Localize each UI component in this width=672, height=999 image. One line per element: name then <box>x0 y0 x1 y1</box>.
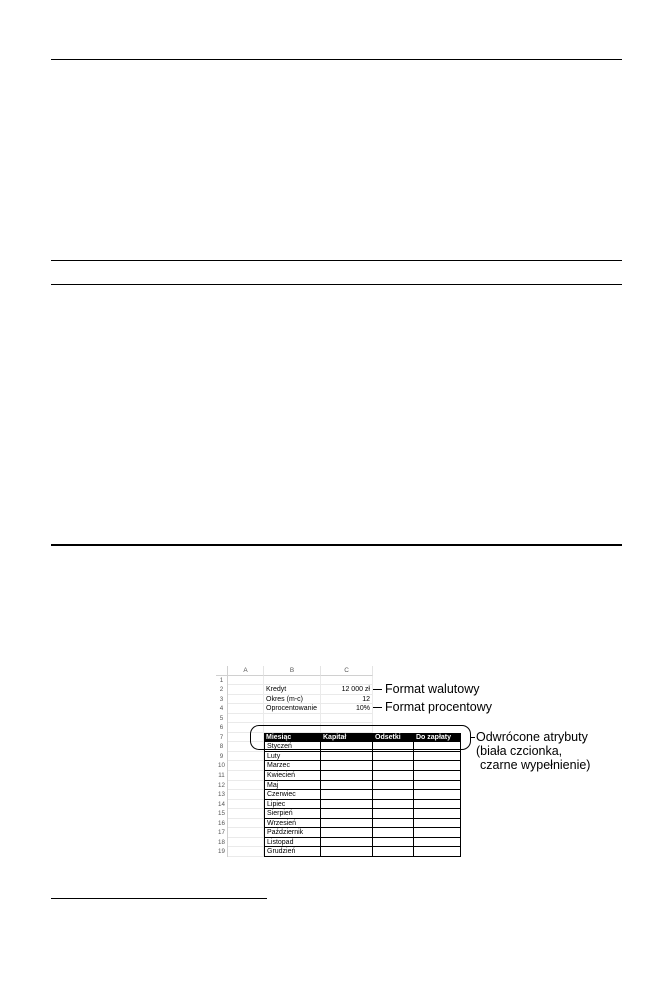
month-cell: Lipiec <box>264 800 321 810</box>
cell-a <box>228 800 264 810</box>
cell-c <box>321 714 373 724</box>
capital-cell <box>321 781 373 791</box>
capital-cell <box>321 752 373 762</box>
cell-a <box>228 847 264 857</box>
month-cell: Listopad <box>264 838 321 848</box>
interest-cell <box>373 819 414 829</box>
row-number: 8 <box>216 742 228 752</box>
payment-cell <box>414 809 461 819</box>
cell-a <box>228 781 264 791</box>
interest-cell <box>373 771 414 781</box>
cell-b <box>264 676 321 686</box>
section-rule-3 <box>51 544 622 546</box>
table-header-capital: Kapitał <box>321 733 373 743</box>
param-label: Okres (m-c) <box>264 695 321 705</box>
inverted-leader <box>470 737 475 738</box>
payment-cell <box>414 800 461 810</box>
column-header-a: A <box>228 666 264 676</box>
interest-cell <box>373 761 414 771</box>
top-rule <box>51 59 622 60</box>
column-header-c: C <box>321 666 373 676</box>
header-blank <box>414 666 461 676</box>
cell-a <box>228 685 264 695</box>
row-number: 13 <box>216 790 228 800</box>
row-number: 6 <box>216 723 228 733</box>
payment-cell <box>414 828 461 838</box>
interest-cell <box>373 781 414 791</box>
row-number: 10 <box>216 761 228 771</box>
column-header-b: B <box>264 666 321 676</box>
percent-leader <box>373 707 382 708</box>
param-label: Oprocentowanie <box>264 704 321 714</box>
capital-cell <box>321 838 373 848</box>
row-number: 4 <box>216 704 228 714</box>
row-number: 3 <box>216 695 228 705</box>
footnote-rule <box>51 898 267 899</box>
payment-cell <box>414 790 461 800</box>
cell-a <box>228 752 264 762</box>
payment-cell <box>414 819 461 829</box>
currency-annotation: Format walutowy <box>385 682 480 696</box>
payment-cell <box>414 781 461 791</box>
row-number: 15 <box>216 809 228 819</box>
row-number: 2 <box>216 685 228 695</box>
month-cell: Czerwiec <box>264 790 321 800</box>
inverted-annotation-line1: Odwrócone atrybuty <box>476 730 588 744</box>
cell-a <box>228 819 264 829</box>
cell-a <box>228 838 264 848</box>
percent-annotation: Format procentowy <box>385 700 492 714</box>
row-number: 14 <box>216 800 228 810</box>
inverted-annotation-line3: czarne wypełnienie) <box>480 758 591 772</box>
param-value: 10% <box>321 704 373 714</box>
capital-cell <box>321 809 373 819</box>
table-header-interest: Odsetki <box>373 733 414 743</box>
table-header-payment: Do zapłaty <box>414 733 461 743</box>
cell-a <box>228 828 264 838</box>
payment-cell <box>414 771 461 781</box>
cell-a <box>228 809 264 819</box>
row-number: 1 <box>216 676 228 686</box>
payment-cell <box>414 838 461 848</box>
empty-cell <box>373 714 414 724</box>
inverted-annotation-line2: (biała czcionka, <box>476 744 563 758</box>
param-value: 12 <box>321 695 373 705</box>
row-number: 12 <box>216 781 228 791</box>
row-number: 17 <box>216 828 228 838</box>
capital-cell <box>321 771 373 781</box>
interest-cell <box>373 838 414 848</box>
interest-cell <box>373 800 414 810</box>
cell-a <box>228 771 264 781</box>
cell-a <box>228 695 264 705</box>
capital-cell <box>321 847 373 857</box>
capital-cell <box>321 790 373 800</box>
row-number: 7 <box>216 733 228 743</box>
payment-cell <box>414 761 461 771</box>
row-number: 5 <box>216 714 228 724</box>
month-cell: Październik <box>264 828 321 838</box>
cell-c <box>321 676 373 686</box>
cell-a <box>228 704 264 714</box>
month-cell: Styczeń <box>264 742 321 752</box>
month-cell: Grudzień <box>264 847 321 857</box>
cell-a <box>228 790 264 800</box>
header-blank <box>373 666 414 676</box>
capital-cell <box>321 800 373 810</box>
highlight-oval <box>250 725 471 750</box>
sheet-corner <box>216 666 228 676</box>
capital-cell <box>321 761 373 771</box>
month-cell: Maj <box>264 781 321 791</box>
param-label: Kredyt <box>264 685 321 695</box>
payment-cell <box>414 752 461 762</box>
cell-a <box>228 714 264 724</box>
payment-cell <box>414 847 461 857</box>
table-header-month: Miesiąc <box>264 733 321 743</box>
row-number: 19 <box>216 847 228 857</box>
interest-cell <box>373 809 414 819</box>
row-number: 9 <box>216 752 228 762</box>
param-value: 12 000 zł <box>321 685 373 695</box>
month-cell: Marzec <box>264 761 321 771</box>
interest-cell <box>373 790 414 800</box>
cell-a <box>228 676 264 686</box>
row-number: 18 <box>216 838 228 848</box>
month-cell: Kwiecień <box>264 771 321 781</box>
month-cell: Wrzesień <box>264 819 321 829</box>
row-number: 11 <box>216 771 228 781</box>
row-number: 16 <box>216 819 228 829</box>
capital-cell <box>321 828 373 838</box>
interest-cell <box>373 752 414 762</box>
interest-cell <box>373 828 414 838</box>
section-rule-2 <box>51 284 622 285</box>
section-rule-1 <box>51 260 622 261</box>
month-cell: Luty <box>264 752 321 762</box>
currency-leader <box>373 689 382 690</box>
cell-a <box>228 761 264 771</box>
cell-b <box>264 714 321 724</box>
empty-cell <box>414 714 461 724</box>
month-cell: Sierpień <box>264 809 321 819</box>
capital-cell <box>321 819 373 829</box>
interest-cell <box>373 847 414 857</box>
